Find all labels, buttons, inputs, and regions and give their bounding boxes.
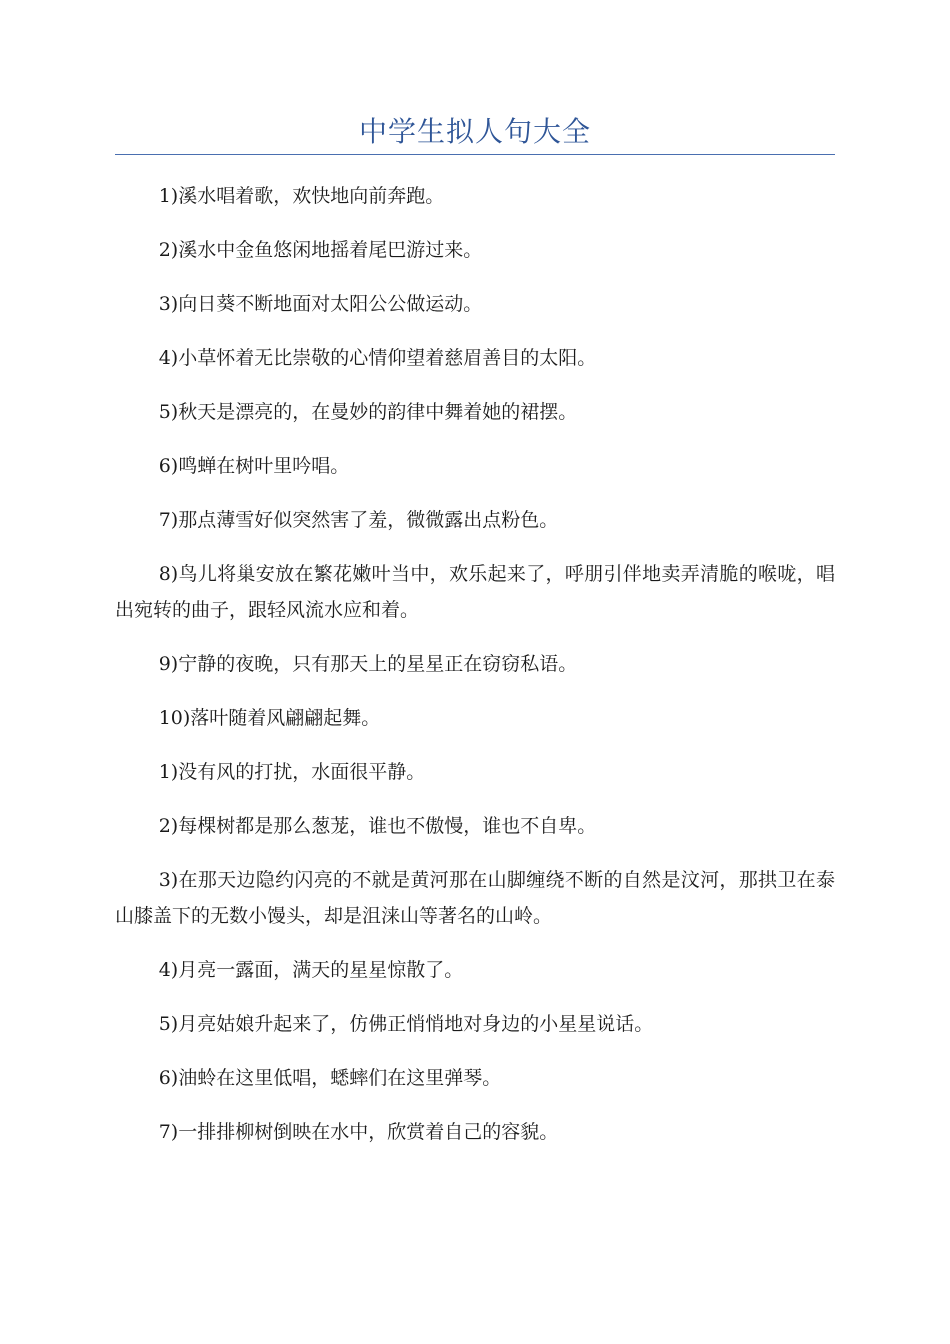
paragraph: 3)在那天边隐约闪亮的不就是黄河那在山脚缠绕不断的自然是汶河，那拱卫在泰山膝盖下的无数小馒头，却是沮涞山等著名的山岭。	[115, 869, 835, 927]
paragraph: 3)向日葵不断地面对太阳公公做运动。	[158, 293, 483, 315]
paragraph: 6)油蛉在这里低唱，蟋蟀们在这里弹琴。	[158, 1067, 502, 1089]
paragraph: 5)秋天是漂亮的，在曼妙的韵律中舞着她的裙摆。	[158, 401, 578, 423]
paragraph: 1)溪水唱着歌，欢快地向前奔跑。	[158, 185, 445, 207]
paragraph: 2)每棵树都是那么葱茏，谁也不傲慢，谁也不自卑。	[158, 815, 597, 837]
paragraph: 7)那点薄雪好似突然害了羞，微微露出点粉色。	[158, 509, 559, 531]
paragraph: 7)一排排柳树倒映在水中，欣赏着自己的容貌。	[158, 1121, 559, 1143]
paragraph: 1)没有风的打扰，水面很平静。	[158, 761, 426, 783]
paragraph: 2)溪水中金鱼悠闲地摇着尾巴游过来。	[158, 239, 483, 261]
document-body	[115, 178, 835, 1168]
paragraph: 4)月亮一露面，满天的星星惊散了。	[158, 959, 464, 981]
paragraph: 10)落叶随着风翩翩起舞。	[158, 707, 381, 729]
page-title: 中学生拟人句大全	[358, 115, 591, 148]
paragraph: 9)宁静的夜晚，只有那天上的星星正在窃窃私语。	[158, 653, 578, 675]
paragraph: 5)月亮姑娘升起来了，仿佛正悄悄地对身边的小星星说话。	[158, 1013, 654, 1035]
paragraph: 4)小草怀着无比崇敬的心情仰望着慈眉善目的太阳。	[158, 347, 597, 369]
paragraph: 6)鸣蝉在树叶里吟唱。	[158, 455, 350, 477]
paragraph: 8)鸟儿将巢安放在繁花嫩叶当中，欢乐起来了，呼朋引伴地卖弄清脆的喉咙，唱出宛转的曲子，跟轻风流水应和着。	[115, 563, 835, 621]
title-underline	[115, 154, 835, 155]
